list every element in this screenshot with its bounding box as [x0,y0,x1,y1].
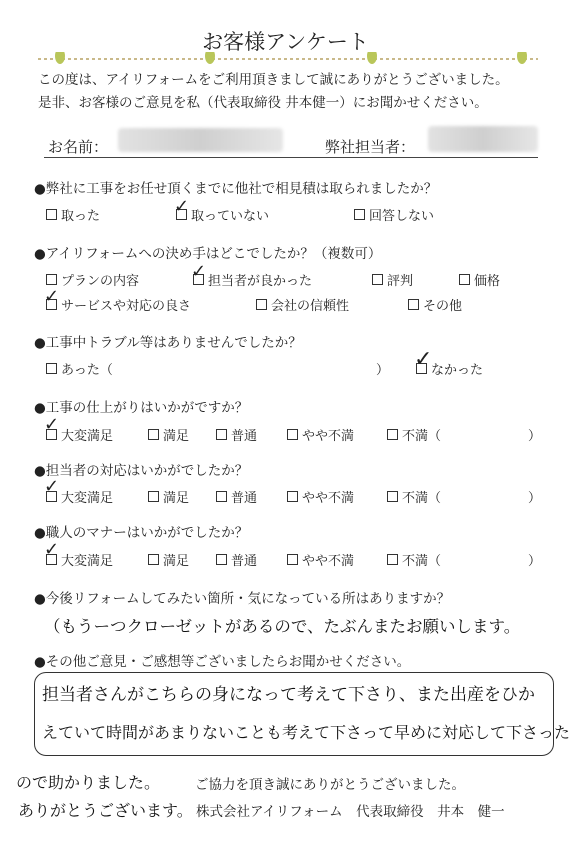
leaf-icon [367,52,377,64]
q2-option-5[interactable]: サービスや対応の良さ [46,295,191,314]
closing-company: 株式会社アイリフォーム 代表取締役 井本 健一 [196,804,505,820]
check-mark-icon: ✓ [44,476,60,497]
checkbox[interactable] [148,429,159,440]
leaf-icon [517,52,527,64]
q5-option-1[interactable]: 大変満足 [46,487,113,506]
q7-handwritten-answer: （もうーつクローゼットがあるので、たぶんまたお願いします。 [44,617,521,636]
q6-option-1[interactable]: 大変満足 [46,550,113,569]
intro-line-2: 是非、お客様のご意見を私（代表取締役 井本健一）にお聞かせください。 [38,95,488,111]
name-underline [44,157,538,158]
redacted-staff-name [428,126,538,152]
checkbox[interactable] [216,491,227,502]
q5-paren-close: ） [528,491,542,506]
checkbox[interactable] [148,554,159,565]
check-mark-icon: ✓ [174,196,190,217]
q5-text: ●担当者の対応はいかがでしたか？ [34,463,249,479]
check-mark-icon: ✓ [191,261,207,282]
q3-text: ●工事中トラブル等はありませんでしたか？ [34,335,302,351]
check-mark-icon: ✓ [414,347,433,372]
survey-title: お客様アンケート [202,30,369,54]
q4-paren-close: ） [528,429,542,444]
q5-option-5[interactable]: 不満（ [387,487,441,506]
q8-answer-line-1: 担当者さんがこちらの身になって考えて下さり、また出産をひか [42,685,535,705]
q6-option-3[interactable]: 普通 [216,550,257,569]
q2-option-3[interactable]: 評判 [372,270,413,289]
q1-text: ●弊社に工事をお任せ頂くまでに他社で相見積は取られましたか？ [34,181,438,197]
q5-option-2[interactable]: 満足 [148,487,189,506]
q3-option-2[interactable]: なかった [416,359,483,378]
checkbox[interactable] [354,209,365,220]
leaf-vine-decoration [38,52,538,66]
q1-option-2[interactable]: 取っていない [176,205,269,224]
q5-option-4[interactable]: やや不満 [287,487,354,506]
q1-option-1[interactable]: 取った [46,205,100,224]
q4-text: ●工事の仕上がりはいかがですか？ [34,400,249,416]
checkbox[interactable] [387,554,398,565]
checkbox[interactable] [387,429,398,440]
q2-option-7[interactable]: その他 [408,295,462,314]
q2-option-2[interactable]: 担当者が良かった [193,270,312,289]
q6-option-2[interactable]: 満足 [148,550,189,569]
q6-paren-close: ） [528,554,542,569]
check-mark-icon: ✓ [44,414,60,435]
checkbox[interactable] [46,274,57,285]
redacted-customer-name [118,128,283,152]
q8-answer-line-4: ありがとうございます。 [18,801,193,820]
name-label: お名前： [48,138,109,156]
checkbox[interactable] [46,209,57,220]
checkbox[interactable] [287,491,298,502]
q8-answer-line-2: えていて時間があまりないことも考えて下さって早めに対応して下さった [42,723,571,742]
q4-option-3[interactable]: 普通 [216,425,257,444]
q4-option-1[interactable]: 大変満足 [46,425,113,444]
q6-option-5[interactable]: 不満（ [387,550,441,569]
check-mark-icon: ✓ [44,286,60,307]
checkbox[interactable] [408,299,419,310]
closing-thanks: ご協力を頂き誠にありがとうございました。 [195,777,465,793]
checkbox[interactable] [287,429,298,440]
checkbox[interactable] [287,554,298,565]
checkbox[interactable] [372,274,383,285]
leaf-icon [205,52,215,64]
q3-option-1[interactable]: あった（ [46,359,113,378]
intro-line-1: この度は、アイリフォームをご利用頂きまして誠にありがとうございました。 [38,72,509,88]
q7-text: ●今後リフォームしてみたい箇所・気になっている所はありますか？ [34,591,451,607]
checkbox[interactable] [256,299,267,310]
checkbox[interactable] [46,363,57,374]
q1-option-3[interactable]: 回答しない [354,205,434,224]
checkbox[interactable] [459,274,470,285]
check-mark-icon: ✓ [44,539,60,560]
checkbox[interactable] [216,429,227,440]
leaf-icon [55,52,65,64]
q6-text: ●職人のマナーはいかがでしたか？ [34,525,249,541]
staff-label: 弊社担当者： [325,138,416,156]
q4-option-5[interactable]: 不満（ [387,425,441,444]
checkbox[interactable] [216,554,227,565]
checkbox[interactable] [387,491,398,502]
checkbox[interactable] [148,491,159,502]
q2-option-4[interactable]: 価格 [459,270,500,289]
q6-option-4[interactable]: やや不満 [287,550,354,569]
q8-answer-line-3: ので助かりました。 [16,773,161,792]
q3-paren-close: ） [376,363,390,378]
q2-text: ●アイリフォームへの決め手はどこでしたか？（複数可） [34,246,382,262]
q4-option-2[interactable]: 満足 [148,425,189,444]
q4-option-4[interactable]: やや不満 [287,425,354,444]
q8-text: ●その他ご意見・ご感想等ございましたらお聞かせください。 [34,654,411,670]
q2-option-6[interactable]: 会社の信頼性 [256,295,349,314]
q5-option-3[interactable]: 普通 [216,487,257,506]
q2-option-1[interactable]: プランの内容 [46,270,139,289]
